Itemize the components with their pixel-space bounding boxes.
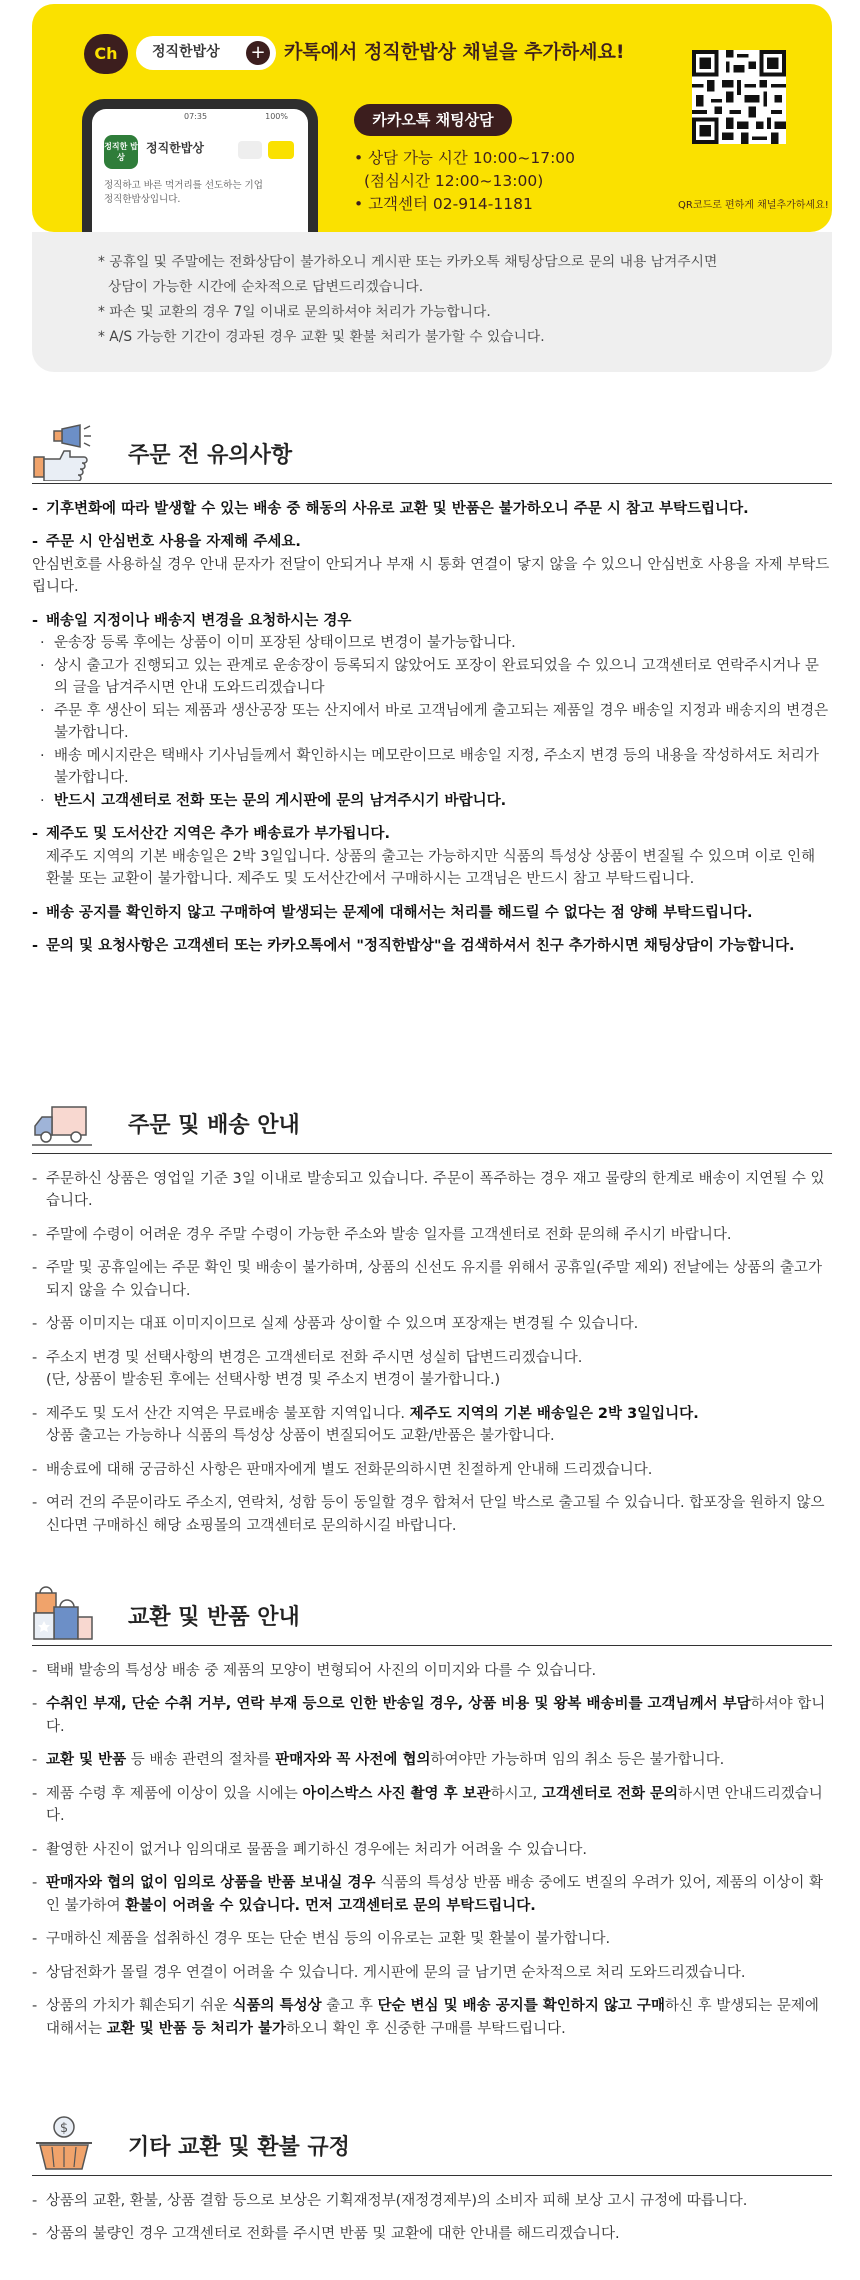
section-header	[32, 1088, 832, 1154]
money-basket-icon	[32, 2115, 94, 2173]
item-text: 하셔야 합니다.	[46, 1696, 826, 1735]
svg-text:$: $	[59, 2121, 69, 2136]
banner-headline: 카톡에서 정직한밥상 채널을 추가하세요!	[284, 41, 625, 63]
qr-code-icon[interactable]	[692, 50, 786, 144]
qr-caption: QR코드로 편하게 채널추가하세요!	[678, 200, 829, 211]
sub-bullet: · 반드시 고객센터로 전화 또는 문의 게시판에 문의 남겨주시기 바랍니다.	[40, 792, 507, 809]
list-item: - 촬영한 사진이 없거나 임의대로 물품을 폐기하신 경우에는 처리가 어려울 수 있습니다.	[32, 1841, 587, 1858]
item-text: 촬영한 사진이 없거나 임의대로 물품을 폐기하신 경우에는 처리가 어려울 수 있습니다.	[46, 1841, 587, 1858]
item-text: (단, 상품이 발송된 후에는 선택사항 변경 및 주소지 변경이 불가합니다.)	[46, 1372, 501, 1389]
item-text: 하시면 안내드리겠습니다.	[46, 1785, 823, 1825]
list-item: - 주말에 수령이 어려운 경우 주말 수령이 가능한 주소와 발송 일자를 고객센터로 전화 문의해 주시기 바랍니다.	[32, 1226, 732, 1243]
notice-line: * 파손 및 교환의 경우 7일 이내로 문의하셔야 처리가 가능합니다.	[98, 304, 491, 320]
item-text: 상품의 가치가 훼손되기 쉬운	[46, 1998, 233, 2015]
item-text: 제주도 및 도서 산간 지역은 무료배송 불포함 지역입니다.	[46, 1405, 410, 1422]
section-title: 교환 및 반품 안내	[128, 1604, 300, 1630]
consult-lunch: (점심시간 12:00~13:00)	[364, 172, 544, 190]
item-text: 기후변화에 따라 발생할 수 있는 배송 중 해동의 사유로 교환 및 반품은 불가하오니 주문 시 참고 부탁드립니다.	[46, 501, 749, 517]
list-item: - 주소지 변경 및 선택사항의 변경은 고객센터로 전화 주시면 성실히 답변드리겠습니다. (단, 상품이 발송된 후에는 선택사항 변경 및 주소지 변경이 불가합니다.)	[32, 1347, 832, 1392]
item-text: 택배 발송의 특성상 배송 중 제품의 모양이 변형되어 사진의 이미지와 다를 수 있습니다.	[46, 1663, 597, 1679]
section-title: 주문 및 배송 안내	[128, 1112, 300, 1138]
phone-screen	[92, 109, 308, 232]
section-other-refund	[32, 2110, 832, 2257]
list-item: - 택배 발송의 특성상 배송 중 제품의 모양이 변형되어 사진의 이미지와 다를 수 있습니다.	[32, 1663, 597, 1679]
item-text-bold: 제주도 지역의 기본 배송일은 2박 3일입니다.	[409, 1405, 699, 1422]
item-text-bold: 판매자와 협의 없이 임의로 상품을 반품 보내실 경우	[46, 1875, 376, 1892]
app-desc-line-1: 정직하고 바른 먹거리를 선도하는 기업	[104, 180, 263, 191]
list-item: - 상품의 가치가 훼손되기 쉬운 식품의 특성상 출고 후 단순 변심 및 배송 공지를 확인하지 않고 구매하신 후 발생되는 문제에 대해서는 교환 및 반품 등 처리가 불가하오니 확인 후 신중한 구매를 부탁드립니다.	[32, 1998, 819, 2037]
list-item: - 제주도 및 도서 산간 지역은 무료배송 불포함 지역입니다. 제주도 지역의 기본 배송일은 2박 3일입니다. 상품 출고는 가능하나 식품의 특성상 상품이 변질되어도 교환/반품은 불가합니다.	[32, 1403, 832, 1448]
item-text-bold: 교환 및 반품	[46, 1752, 127, 1769]
list-item: - 판매자와 협의 없이 임의로 상품을 반품 보내실 경우 식품의 특성상 반품 배송 중에도 변질의 우려가 있어, 제품의 이상이 확인 불가하여 환불이 어려울 수 있습니다. 먼저 고객센터로 문의 부탁드립니다.	[32, 1875, 823, 1914]
list-item: - 주문하신 상품은 영업일 기준 3일 이내로 발송되고 있습니다. 주문이 폭주하는 경우 재고 물량의 한계로 배송이 지연될 수 있습니다.	[32, 1171, 825, 1210]
item-text: 출고 후	[321, 1998, 378, 2015]
sub-bullet: · 운송장 등록 후에는 상품이 이미 포장된 상태이므로 변경이 불가능합니다.	[40, 635, 516, 652]
phone-mockup	[82, 99, 318, 232]
item-text: 하신 후 발생되는 문제에 대해서는	[46, 1998, 819, 2037]
item-text: 하여야만 가능하며 임의 취소 등은 불가합니다.	[430, 1752, 725, 1769]
item-text: 구매하신 제품을 섭취하신 경우 또는 단순 변심 등의 이유로는 교환 및 환불이 불가합니다.	[46, 1931, 611, 1948]
item-text: 상품의 교환, 환불, 상품 결함 등으로 보상은 기획재정부(재정경제부)의 소비자 피해 보상 고시 규정에 따릅니다.	[46, 2193, 748, 2209]
bullet-text: 주문 후 생산이 되는 제품과 생산공장 또는 산지에서 바로 고객님에게 출고되는 제품일 경우 배송일 지정과 배송지의 변경은 불가합니다.	[54, 702, 829, 742]
chat-consult-badge: 카카오톡 채팅상담	[354, 104, 512, 136]
plus-icon[interactable]: +	[246, 41, 270, 65]
consult-hours: • 상담 가능 시간 10:00~17:00	[354, 149, 576, 167]
section-exchange-return	[32, 1580, 832, 2051]
sub-bullet: · 주문 후 생산이 되는 제품과 생산공장 또는 산지에서 바로 고객님에게 출고되는 제품일 경우 배송일 지정과 배송지의 변경은 불가합니다.	[40, 702, 829, 742]
list-item: - 제품 수령 후 제품에 이상이 있을 시에는 아이스박스 사진 촬영 후 보관하시고, 고객센터로 전화 문의하시면 안내드리겠습니다.	[32, 1785, 823, 1825]
item-text: 안심번호를 사용하실 경우 안내 문자가 전달이 안되거나 부재 시 통화 연결이 닿지 않을 수 있으니 안심번호 사용을 자제 부탁드립니다.	[32, 556, 830, 596]
channel-add-pill[interactable]	[136, 36, 276, 70]
item-heading: 배송일 지정이나 배송지 변경을 요청하시는 경우	[46, 612, 352, 629]
list-item: - 배송일 지정이나 배송지 변경을 요청하시는 경우 · 운송장 등록 후에는 상품이 이미 포장된 상태이므로 변경이 불가능합니다. · 상시 출고가 진행되고 있는 관계로 운송장이 등록되지 않았어도 포장이 완료되었을 수 있으니 고객센터로 연락주시거나 문의 글을 남겨주시면 안내 도와드리겠습니다 · 주문 후 생산이 되는 제품과 생산공장 또는 산지에서 바로 고객님에게 출고되는 제품일 경우 배송일 지정과 배송지의 변경은 불가합니다. · 배송 메시지란은 택배사 기사님들께서 확인하시는 메모란이므로 배송일 지정, 주소지 변경 등의 내용을 작성하셔도 처리가 불가합니다. · 반드시 고객센터로 전화 또는 문의 게시판에 문의 남겨주시기 바랍니다.	[32, 610, 832, 812]
list-item: - 제주도 및 도서산간 지역은 추가 배송료가 부가됩니다. 제주도 지역의 기본 배송일은 2박 3일입니다. 상품의 출고는 가능하지만 식품의 특성상 상품이 변질될 수 있으며 이로 인해 환불 또는 교환이 불가합니다. 제주도 및 도서산간에서 구매하시는 고객님은 반드시 참고 부탁드립니다.	[32, 823, 832, 890]
item-text: 상품 이미지는 대표 이미지이므로 실제 상품과 상이할 수 있으며 포장재는 변경될 수 있습니다.	[46, 1316, 639, 1333]
brand-app-icon: 정직한 밥 상	[104, 135, 138, 169]
item-text-bold: 단순 변심 및 배송 공지를 확인하지 않고 구매	[377, 1998, 665, 2015]
phone-app-description	[104, 179, 263, 207]
channel-name: 정직한밥상	[152, 44, 220, 60]
list-item: - 교환 및 반품 등 배송 관련의 절차를 판매자와 꼭 사전에 협의하여야만 가능하며 임의 취소 등은 불가합니다.	[32, 1752, 725, 1769]
item-text: 배송 공지를 확인하지 않고 구매하여 발생되는 문제에 대해서는 처리를 해드릴 수 없다는 점 양해 부탁드립니다.	[46, 904, 753, 921]
section-before-order	[32, 418, 832, 968]
list-item: - 상품의 교환, 환불, 상품 결함 등으로 보상은 기획재정부(재정경제부)의 소비자 피해 보상 고시 규정에 따릅니다.	[32, 2193, 748, 2209]
item-text: 하시고,	[490, 1785, 542, 1802]
list-item: - 배송 공지를 확인하지 않고 구매하여 발생되는 문제에 대해서는 처리를 해드릴 수 없다는 점 양해 부탁드립니다.	[32, 904, 753, 921]
list-item: - 주문 시 안심번호 사용을 자제해 주세요. 안심번호를 사용하실 경우 안내 문자가 전달이 안되거나 부재 시 통화 연결이 닿지 않을 수 있으니 안심번호 사용을 자제 부탁드립니다.	[32, 531, 832, 598]
status-time: 07:35	[184, 112, 208, 121]
list-item: - 구매하신 제품을 섭취하신 경우 또는 단순 변심 등의 이유로는 교환 및 환불이 불가합니다.	[32, 1931, 611, 1948]
notice-line: * A/S 가능한 기간이 경과된 경우 교환 및 환불 처리가 불가할 수 있습니다.	[98, 329, 545, 345]
item-text: 제주도 지역의 기본 배송일은 2박 3일입니다. 상품의 출고는 가능하지만 식품의 특성상 상품이 변질될 수 있으며 이로 인해 환불 또는 교환이 불가합니다. 제주도 및 도서산간에서 구매하시는 고객님은 반드시 참고 부탁드립니다.	[46, 848, 816, 888]
phone-chat-button	[268, 141, 294, 159]
item-text-bold: 고객센터로 전화 문의	[541, 1785, 679, 1802]
delivery-truck-icon	[32, 1093, 94, 1151]
item-text: 상품의 불량인 경우 고객센터로 전화를 주시면 반품 및 교환에 대한 안내를 해드리겠습니다.	[46, 2226, 620, 2243]
item-text-bold: 판매자와 꼭 사전에 협의	[275, 1752, 431, 1769]
item-heading: 주문 시 안심번호 사용을 자제해 주세요.	[46, 534, 301, 551]
kakao-channel-banner	[32, 4, 832, 232]
section-shipping	[32, 1088, 832, 1548]
item-text: 제품 수령 후 제품에 이상이 있을 시에는	[46, 1785, 303, 1802]
item-text-bold: 수취인 부재, 단순 수취 거부, 연락 부재 등으로 인한 반송일 경우, 상품 비용 및 왕복 배송비를 고객님께서 부담	[46, 1696, 751, 1713]
status-battery: 100%	[265, 112, 288, 121]
item-text-bold: 아이스박스 사진 촬영 후 보관	[302, 1785, 491, 1802]
section-header	[32, 2110, 832, 2176]
bullet-text: 운송장 등록 후에는 상품이 이미 포장된 상태이므로 변경이 불가능합니다.	[54, 635, 516, 652]
megaphone-hand-icon	[32, 423, 94, 481]
sub-bullet: · 배송 메시지란은 택배사 기사님들께서 확인하시는 메모란이므로 배송일 지정, 주소지 변경 등의 내용을 작성하셔도 처리가 불가합니다.	[40, 747, 819, 787]
item-text-bold: 교환 및 반품 등 처리가 불가	[106, 2020, 286, 2037]
notice-line: * 공휴일 및 주말에는 전화상담이 불가하오니 게시판 또는 카카오톡 채팅상담으로 문의 내용 남겨주시면	[98, 254, 718, 270]
shopping-bags-icon	[32, 1585, 94, 1643]
section-header	[32, 418, 832, 484]
item-text: 상품 출고는 가능하나 식품의 특성상 상품이 변질되어도 교환/반품은 불가합니다.	[46, 1428, 555, 1445]
item-heading: 제주도 및 도서산간 지역은 추가 배송료가 부가됩니다.	[46, 826, 390, 843]
list-item: - 상품 이미지는 대표 이미지이므로 실제 상품과 상이할 수 있으며 포장재는 변경될 수 있습니다.	[32, 1316, 639, 1333]
app-desc-line-2: 정직한밥상입니다.	[104, 194, 181, 205]
item-text: 여러 건의 주문이라도 주소지, 연락처, 성함 등이 동일할 경우 합쳐서 단일 박스로 출고될 수 있습니다. 합포장을 원하지 않으신다면 구매하신 해당 쇼핑몰의 고객센터로 문의하시길 바랍니다.	[46, 1495, 825, 1534]
consult-info	[354, 147, 575, 216]
phone-app-name: 정직한밥상	[146, 141, 204, 155]
item-text-bold: 환불이 어려울 수 있습니다. 먼저 고객센터로 문의 부탁드립니다.	[125, 1897, 536, 1914]
section-title: 주문 전 유의사항	[128, 442, 293, 468]
item-text: 문의 및 요청사항은 고객센터 또는 카카오톡에서 "정직한밥상"을 검색하셔서 친구 추가하시면 채팅상담이 가능합니다.	[46, 937, 795, 954]
item-text: 식품의 특성상 반품 배송 중에도 변질의 우려가 있어, 제품의 이상이 확인 불가하여	[46, 1875, 823, 1914]
phone-call-button	[238, 141, 262, 159]
item-text-bold: 식품의 특성상	[232, 1998, 322, 2015]
item-text: 주말에 수령이 어려운 경우 주말 수령이 가능한 주소와 발송 일자를 고객센터로 전화 문의해 주시기 바랍니다.	[46, 1226, 732, 1243]
bullet-text: 상시 출고가 진행되고 있는 관계로 운송장이 등록되지 않았어도 포장이 완료되었을 수 있으니 고객센터로 연락주시거나 문의 글을 남겨주시면 안내 도와드리겠습니다	[54, 657, 819, 697]
notice-line: 상담이 가능한 시간에 순차적으로 답변드리겠습니다.	[108, 279, 424, 295]
bullet-text: 배송 메시지란은 택배사 기사님들께서 확인하시는 메모란이므로 배송일 지정, 주소지 변경 등의 내용을 작성하셔도 처리가 불가합니다.	[54, 747, 819, 787]
sub-bullet: · 상시 출고가 진행되고 있는 관계로 운송장이 등록되지 않았어도 포장이 완료되었을 수 있으니 고객센터로 연락주시거나 문의 글을 남겨주시면 안내 도와드리겠습니다	[40, 657, 819, 697]
list-item: - 문의 및 요청사항은 고객센터 또는 카카오톡에서 "정직한밥상"을 검색하셔서 친구 추가하시면 채팅상담이 가능합니다.	[32, 937, 795, 954]
section-header	[32, 1580, 832, 1646]
kakao-channel-logo: Ch	[84, 34, 128, 74]
item-text: 등 배송 관련의 절차를	[126, 1752, 276, 1769]
item-text: 주문하신 상품은 영업일 기준 3일 이내로 발송되고 있습니다. 주문이 폭주하는 경우 재고 물량의 한계로 배송이 지연될 수 있습니다.	[46, 1171, 825, 1210]
list-item: - 여러 건의 주문이라도 주소지, 연락처, 성함 등이 동일할 경우 합쳐서 단일 박스로 출고될 수 있습니다. 합포장을 원하지 않으신다면 구매하신 해당 쇼핑몰의 고객센터로 문의하시길 바랍니다.	[32, 1495, 825, 1534]
item-text: 주말 및 공휴일에는 주문 확인 및 배송이 불가하며, 상품의 신선도 유지를 위해서 공휴일(주말 제외) 전날에는 상품의 출고가 되지 않을 수 있습니다.	[46, 1260, 823, 1299]
list-item: - 주말 및 공휴일에는 주문 확인 및 배송이 불가하며, 상품의 신선도 유지를 위해서 공휴일(주말 제외) 전날에는 상품의 출고가 되지 않을 수 있습니다.	[32, 1260, 823, 1299]
notice-box	[32, 232, 832, 372]
item-text: 상담전화가 몰릴 경우 연결이 어려울 수 있습니다. 게시판에 문의 글 남기면 순차적으로 처리 도와드리겠습니다.	[46, 1964, 746, 1981]
customer-center-phone: • 고객센터 02-914-1181	[354, 195, 533, 213]
section-title: 기타 교환 및 환불 규정	[128, 2134, 350, 2160]
list-item: - 기후변화에 따라 발생할 수 있는 배송 중 해동의 사유로 교환 및 반품은 불가하오니 주문 시 참고 부탁드립니다.	[32, 501, 749, 517]
list-item: - 수취인 부재, 단순 수취 거부, 연락 부재 등으로 인한 반송일 경우, 상품 비용 및 왕복 배송비를 고객님께서 부담하셔야 합니다.	[32, 1696, 826, 1735]
item-text: 주소지 변경 및 선택사항의 변경은 고객센터로 전화 주시면 성실히 답변드리겠습니다.	[46, 1349, 583, 1366]
list-item: - 배송료에 대해 궁금하신 사항은 판매자에게 별도 전화문의하시면 친절하게 안내해 드리겠습니다.	[32, 1461, 653, 1478]
bullet-text: 반드시 고객센터로 전화 또는 문의 게시판에 문의 남겨주시기 바랍니다.	[54, 792, 507, 809]
list-item: - 상품의 불량인 경우 고객센터로 전화를 주시면 반품 및 교환에 대한 안내를 해드리겠습니다.	[32, 2226, 620, 2243]
item-text: 배송료에 대해 궁금하신 사항은 판매자에게 별도 전화문의하시면 친절하게 안내해 드리겠습니다.	[46, 1461, 653, 1478]
list-item: - 상담전화가 몰릴 경우 연결이 어려울 수 있습니다. 게시판에 문의 글 남기면 순차적으로 처리 도와드리겠습니다.	[32, 1964, 746, 1981]
item-text: 하오니 확인 후 신중한 구매를 부탁드립니다.	[285, 2020, 566, 2037]
